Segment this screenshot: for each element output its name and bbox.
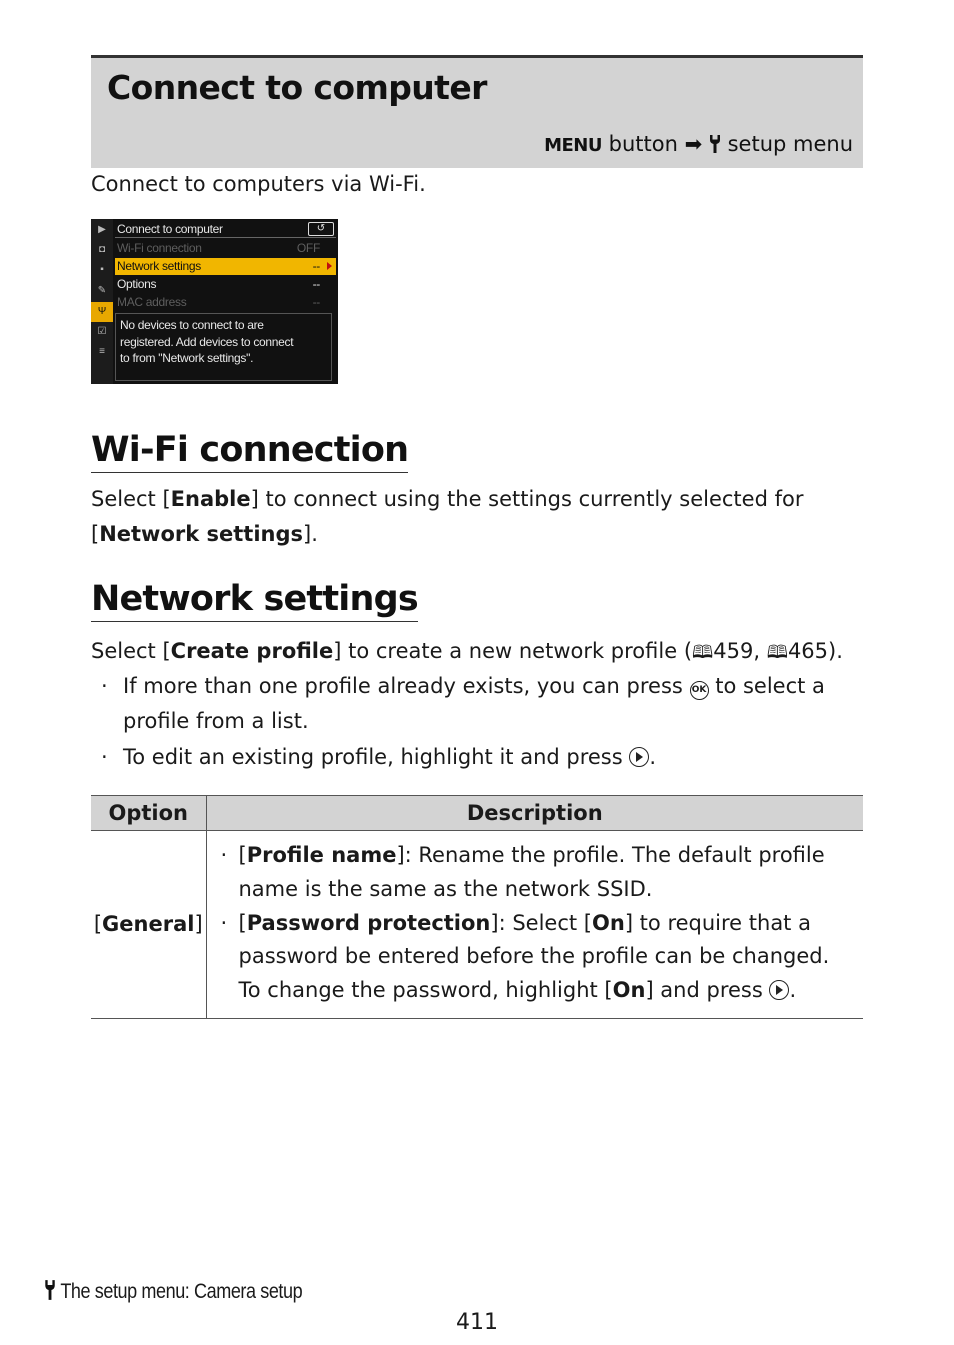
description-bullet: · [Profile name]: Rename the profile. The default profile name is the same as the network SSID.: [220, 843, 825, 901]
page-number: 411: [456, 1310, 498, 1335]
page-ref-link[interactable]: 459: [713, 639, 754, 663]
wifi-heading: Wi-Fi connection: [91, 430, 408, 473]
ok-button-icon: OK: [690, 681, 709, 700]
table-row: [91, 831, 863, 1019]
arrow-right-icon: ➡: [684, 132, 703, 156]
options-table: [91, 795, 863, 1019]
back-icon: ↺: [308, 222, 334, 236]
wrench-icon: [709, 134, 721, 154]
button-text: button: [608, 132, 678, 156]
menu-button-label: MENU: [544, 135, 602, 156]
column-header-description: Description: [206, 796, 863, 831]
my-menu-icon: ≡: [99, 346, 105, 357]
setup-menu-label: setup menu: [727, 132, 853, 156]
multi-selector-right-icon: [629, 747, 649, 767]
camera-screen: [91, 219, 338, 384]
network-heading: Network settings: [91, 579, 418, 622]
menu-path: [544, 132, 853, 156]
camera-menu-item: Options --: [117, 277, 320, 291]
camera-menu-title: Connect to computer: [117, 222, 223, 236]
intro-text: Connect to computers via Wi-Fi.: [91, 172, 426, 196]
bullet-item: · If more than one profile already exists, you can press OK to select a profile from a list.: [101, 674, 825, 733]
option-cell: [General]: [91, 831, 206, 1019]
camera-icon: ◘: [98, 244, 106, 255]
description-bullet: · [Password protection]: Select [On] to require that a password be entered before the profile can be changed. To change the password, highlight [On] and press .: [220, 910, 830, 1003]
menu-tab-sidebar: [91, 219, 113, 384]
column-header-option: Option: [91, 796, 206, 831]
wifi-paragraph: Select [Enable] to connect using the settings currently selected for [Network settings].: [91, 487, 804, 546]
camera-menu-item: MAC address --: [117, 295, 320, 309]
right-arrow-icon: [327, 262, 332, 270]
pencil-icon: ✎: [97, 285, 107, 296]
camera-help-message: No devices to connect to are registered. Add devices to connect to from "Network settings".: [115, 313, 332, 381]
camera-menu-item: Wi-Fi connection OFF: [117, 241, 320, 255]
wrench-tab-icon: Ψ: [91, 302, 113, 322]
multi-selector-right-icon: [769, 980, 789, 1000]
create-profile-term: Create profile: [170, 639, 334, 663]
network-paragraph: Select [Create profile] to create a new network profile (🕮459, 🕮465).: [91, 639, 843, 663]
section-header: [91, 55, 863, 168]
footer-section-label: The setup menu: Camera setup: [44, 1279, 302, 1304]
wrench-icon: [44, 1279, 56, 1301]
camera-menu-title-bar: [115, 221, 336, 238]
book-icon: 🕮: [692, 642, 714, 663]
description-cell: [206, 831, 863, 1019]
enable-term: Enable: [170, 487, 251, 511]
movie-icon: ▪: [100, 264, 104, 275]
page-ref-link[interactable]: 465: [787, 639, 829, 663]
table-header-row: [91, 796, 863, 831]
page-title: Connect to computer: [107, 68, 487, 107]
playback-icon: ▶: [98, 224, 106, 235]
network-settings-term: Network settings: [99, 522, 304, 546]
bullet-item: · To edit an existing profile, highlight it and press .: [101, 745, 657, 769]
camera-menu-item-selected: Network settings --: [115, 258, 336, 275]
book-icon: 🕮: [766, 642, 788, 663]
retouch-icon: ☑: [97, 326, 107, 337]
